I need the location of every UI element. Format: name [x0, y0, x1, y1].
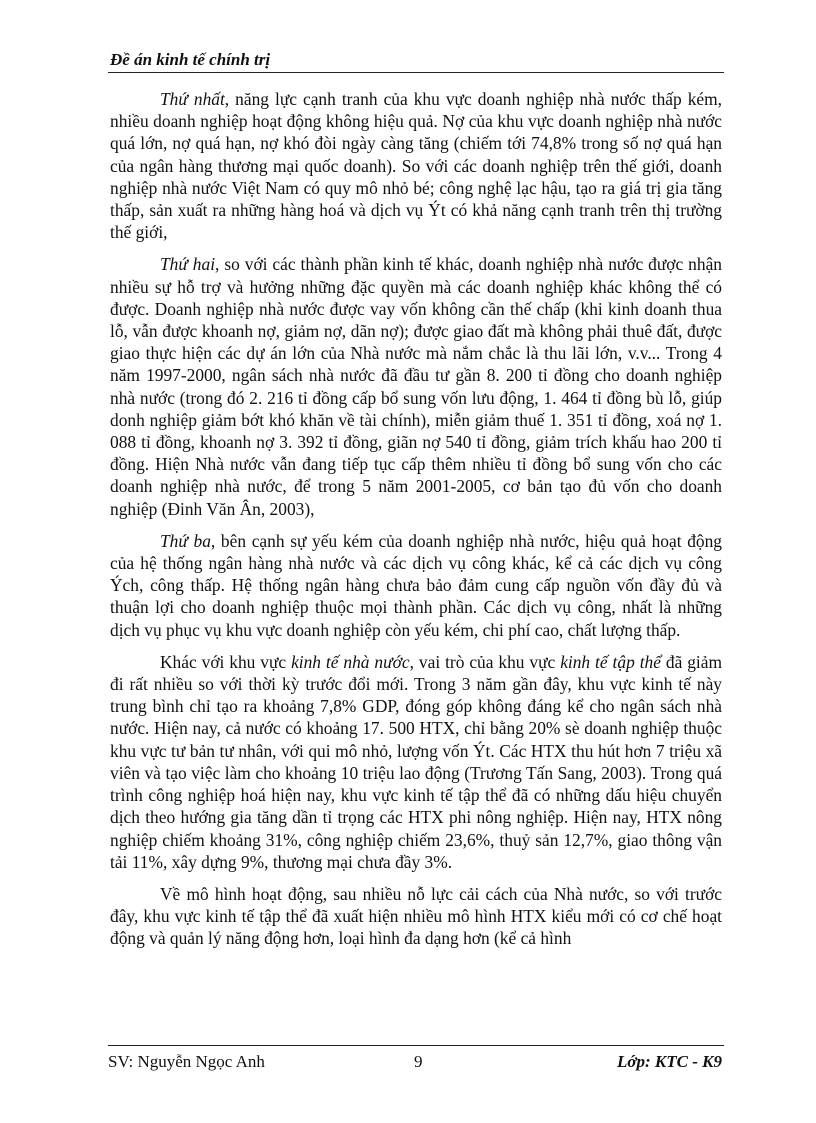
paragraph-2 [110, 253, 722, 519]
header-title: Đề án kinh tế chính trị [110, 50, 271, 69]
paragraph-lead: Thứ nhất [160, 89, 225, 109]
page-footer [108, 1045, 724, 1080]
paragraph-text: Về mô hình hoạt động, sau nhiều nỗ lực cải cách của Nhà nước, so với trước đây, khu vực kinh tế tập thể đã xuất hiện nhiều mô hình HTX kiểu mới có cơ chế hoạt động và quản lý năng động hơn, loại hình đa dạng hơn (kể cả hình [110, 883, 722, 949]
paragraph-lead: Thứ ba [160, 530, 211, 551]
emphasis-text: kinh tế nhà nước [291, 651, 410, 672]
paragraph-5 [110, 883, 722, 950]
paragraph-text: , vai trò của khu vực [409, 651, 561, 672]
paragraph-1 [110, 88, 722, 243]
paragraph-lead: Thứ hai [160, 254, 216, 275]
paragraph-text: Khác với khu vực [160, 651, 292, 672]
document-body [110, 88, 722, 960]
paragraph-text: , so với các thành phần kinh tế khác, doanh nghiệp nhà nước được nhận nhiều sự hỗ trợ và hưởng những đặc quyền mà các doanh nghiệp khác không thể có được. Doanh nghiệp nhà nước được vay vốn không cần thế chấp (khi kinh doanh thua lỗ, vẫn được khoanh nợ, giảm nợ, dãn nợ); được giao đất mà không phải thuê đất, được giao thực hiện các dự án lớn của Nhà nước mà nắm chắc là thu lãi lớn, v.v... Trong 4 năm 1997-2000, ngân sách nhà nước đã đầu tư gần 8. 200 tỉ đồng cho doanh nghiệp nhà nước (trong đó 2. 216 tỉ đồng cấp bổ sung vốn lưu động, 1. 464 tỉ đồng bù lỗ, giúp donh nghiệp giảm bớt khó khăn về tài chính), miễn giảm thuế 1. 351 tỉ đồng, xoá nợ 1. 088 tỉ đồng, khoanh nợ 3. 392 tỉ đồng, giãn nợ 540 tỉ đồng, giảm trích khấu hao 200 tỉ đồng. Hiện Nhà nước vẫn đang tiếp tục cấp thêm nhiều tỉ đồng bổ sung vốn cho các doanh nghiệp nhà nước, để trong 5 năm 2001-2005, cơ bản tạo đủ vốn cho doanh nghiệp (Đinh Văn Ân, 2003), [110, 254, 722, 519]
page-number: 9 [414, 1052, 423, 1071]
emphasis-text: kinh tế tập thể [560, 651, 661, 672]
footer-class: Lớp: KTC - K9 [617, 1052, 722, 1071]
footer-author: SV: Nguyễn Ngọc Anh [108, 1052, 265, 1071]
page-header [108, 46, 724, 73]
paragraph-3 [110, 530, 722, 641]
paragraph-text: , năng lực cạnh tranh của khu vực doanh nghiệp nhà nước thấp kém, nhiều doanh nghiệp hoạt động không hiệu quả. Nợ của khu vực doanh nghiệp nhà nước quá lớn, nợ quá hạn, nợ khó đòi ngày càng tăng (chiếm tới 74,8% trong số nợ quá hạn của ngân hàng thương mại quốc doanh). So với các doanh nghiệp trên thế giới, doanh nghiệp nhà nước Việt Nam có quy mô nhỏ bé; công nghệ lạc hậu, tạo ra giá trị gia tăng thấp, sản xuất ra những hàng hoá và dịch vụ Ýt có khả năng cạnh tranh trên thị trường thế giới, [110, 89, 722, 243]
paragraph-text: đã giảm đi rất nhiều so với thời kỳ trước đổi mới. Trong 3 năm gần đây, khu vực kinh tế này trung bình chỉ tạo ra khoảng 7,8% GDP, đóng góp không đáng kể cho ngân sách nhà nước. Hiện nay, cả nước có khoảng 17. 500 HTX, chỉ bằng 20% sè doanh nghiệp thuộc khu vực tư bản tư nhân, với qui mô nhỏ, lượng vốn Ýt. Các HTX thu hút hơn 7 triệu xã viên và tạo việc làm cho khoảng 10 triệu lao động (Trương Tấn Sang, 2003). Trong quá trình công nghiệp hoá hiện nay, khu vực kinh tế tập thể đã có những dấu hiệu chuyển dịch theo hướng gia tăng dần tỉ trọng các HTX phi nông nghiệp. Hiện nay, HTX nông nghiệp chiếm khoảng 31%, công nghiệp chiếm 23,6%, thuỷ sản 12,7%, giao thông vận tải 11%, xây dựng 9%, thương mại chưa đầy 3%. [110, 651, 723, 872]
paragraph-4 [110, 651, 722, 873]
paragraph-text: , bên cạnh sự yếu kém của doanh nghiệp nhà nước, hiệu quả hoạt động của hệ thống ngân hàng nhà nước và các dịch vụ công khác, kể cả các dịch vụ công Ých, công thấp. Hệ thống ngân hàng chưa bảo đảm cung cấp nguồn vốn đầy đủ và thuận lợi cho doanh nghiệp thuộc mọi thành phần. Các dịch vụ công, nhất là những dịch vụ phục vụ khu vực doanh nghiệp còn yếu kém, chi phí cao, chất lượng thấp. [110, 530, 722, 640]
